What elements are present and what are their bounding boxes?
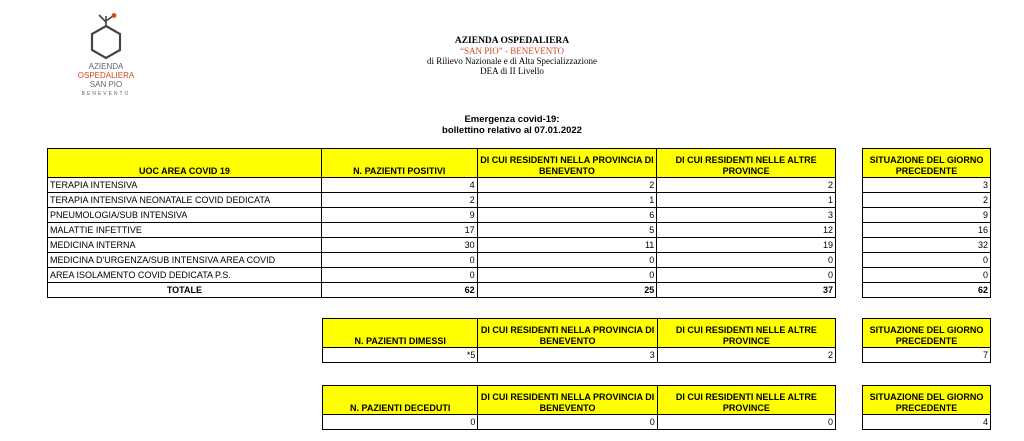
previous-value: 0 [863,268,991,283]
covid-units-table [47,148,836,298]
table-row [48,193,836,208]
benevento-count: 0 [477,268,657,283]
other-provinces-count: 19 [657,238,836,253]
previous-value: 3 [863,178,991,193]
deceased-count: 0 [323,415,478,430]
table-row [863,238,991,253]
unit-label: AREA ISOLAMENTO COVID DEDICATA P.S. [48,268,322,283]
header-hospital-name: “SAN PIO” - BENEVENTO [459,46,565,56]
col-header-benevento: DI CUI RESIDENTI NELLA PROVINCIA DI BENEVENTO [478,386,657,415]
unit-label: TERAPIA INTENSIVA [48,178,322,193]
total-other-provinces: 37 [657,283,836,298]
previous-value: 7 [863,348,991,363]
deceased-table [322,385,836,430]
header-subtitle: di Rilievo Nazionale e di Alta Specializzazione [427,56,597,66]
benevento-count: 6 [477,208,657,223]
other-provinces-count: 0 [657,268,836,283]
benevento-count: 2 [477,178,657,193]
benevento-count: 1 [477,193,657,208]
table-row [863,193,991,208]
discharged-count: *5 [323,348,478,363]
other-provinces-count: 1 [657,193,836,208]
previous-value: 32 [863,238,991,253]
benevento-count: 0 [477,253,657,268]
unit-label: MALATTIE INFETTIVE [48,223,322,238]
col-header-benevento: DI CUI RESIDENTI NELLA PROVINCIA DI BENEVENTO [478,319,657,348]
positive-count: 9 [321,208,477,223]
col-header-other-provinces: DI CUI RESIDENTI NELLE ALTRE PROVINCE [657,319,835,348]
other-provinces-count: 2 [657,178,836,193]
previous-value: 16 [863,223,991,238]
table-row [48,253,836,268]
col-header-discharged: N. PAZIENTI DIMESSI [323,319,478,348]
benevento-count: 0 [478,415,657,430]
previous-value: 2 [863,193,991,208]
table-row [48,178,836,193]
unit-label: TERAPIA INTENSIVA NEONATALE COVID DEDICATA [48,193,322,208]
total-benevento: 25 [477,283,657,298]
other-provinces-count: 0 [657,415,835,430]
positive-count: 0 [321,268,477,283]
col-header-previous-day: SITUAZIONE DEL GIORNO PRECEDENTE [863,319,991,348]
header-dea-level: DEA di II Livello [480,66,544,76]
col-header-previous-day: SITUAZIONE DEL GIORNO PRECEDENTE [863,386,991,415]
positive-count: 2 [321,193,477,208]
table-row [863,268,991,283]
total-label: TOTALE [48,283,322,298]
table-row [863,208,991,223]
unit-label: MEDICINA D'URGENZA/SUB INTENSIVA AREA COVID [48,253,322,268]
other-provinces-count: 2 [657,348,835,363]
positive-count: 30 [321,238,477,253]
unit-label: PNEUMOLOGIA/SUB INTENSIVA [48,208,322,223]
previous-value: 9 [863,208,991,223]
hexagon-logo-icon [86,12,126,60]
discharged-previous-table [862,318,991,363]
col-header-other-provinces: DI CUI RESIDENTI NELLE ALTRE PROVINCE [657,149,836,178]
covid-units-body [48,178,836,298]
table-row [48,238,836,253]
logo-line-3: SAN PIO [89,80,123,89]
col-header-positive: N. PAZIENTI POSITIVI [321,149,477,178]
unit-label: MEDICINA INTERNA [48,238,322,253]
table-row [863,223,991,238]
discharged-table [322,318,836,363]
logo-line-4: BENEVENTO [81,91,131,97]
table-row [863,178,991,193]
bulletin-title-line-1: Emergenza covid-19: [464,114,560,125]
deceased-previous-table [862,385,991,430]
logo-line-1: AZIENDA [88,62,124,71]
document-header [300,36,724,76]
benevento-count: 5 [477,223,657,238]
previous-value: 4 [863,415,991,430]
positive-count: 17 [321,223,477,238]
col-header-unit: UOC AREA COVID 19 [48,149,322,178]
table-row [48,268,836,283]
other-provinces-count: 0 [657,253,836,268]
table-row [323,348,836,363]
previous-day-table [862,148,991,298]
total-positive: 62 [321,283,477,298]
previous-value: 0 [863,253,991,268]
previous-total: 62 [863,283,991,298]
positive-count: 4 [321,178,477,193]
col-header-previous-day: SITUAZIONE DEL GIORNO PRECEDENTE [863,149,991,178]
other-provinces-count: 3 [657,208,836,223]
table-row [323,415,836,430]
positive-count: 0 [321,253,477,268]
col-header-other-provinces: DI CUI RESIDENTI NELLE ALTRE PROVINCE [657,386,835,415]
table-row [48,208,836,223]
table-row [863,348,991,363]
total-row [863,283,991,298]
other-provinces-count: 12 [657,223,836,238]
table-row [863,415,991,430]
benevento-count: 3 [478,348,657,363]
table-row [48,223,836,238]
bulletin-title-line-2: bollettino relativo al 07.01.2022 [442,125,582,136]
table-row [863,253,991,268]
benevento-count: 11 [477,238,657,253]
logo-line-2: OSPEDALIERA [77,71,135,80]
col-header-benevento: DI CUI RESIDENTI NELLA PROVINCIA DI BENEVENTO [477,149,657,178]
total-row [48,283,836,298]
col-header-deceased: N. PAZIENTI DECEDUTI [323,386,478,415]
bulletin-title [300,114,724,136]
hospital-logo [62,12,150,112]
header-title: AZIENDA OSPEDALIERA [454,36,570,46]
